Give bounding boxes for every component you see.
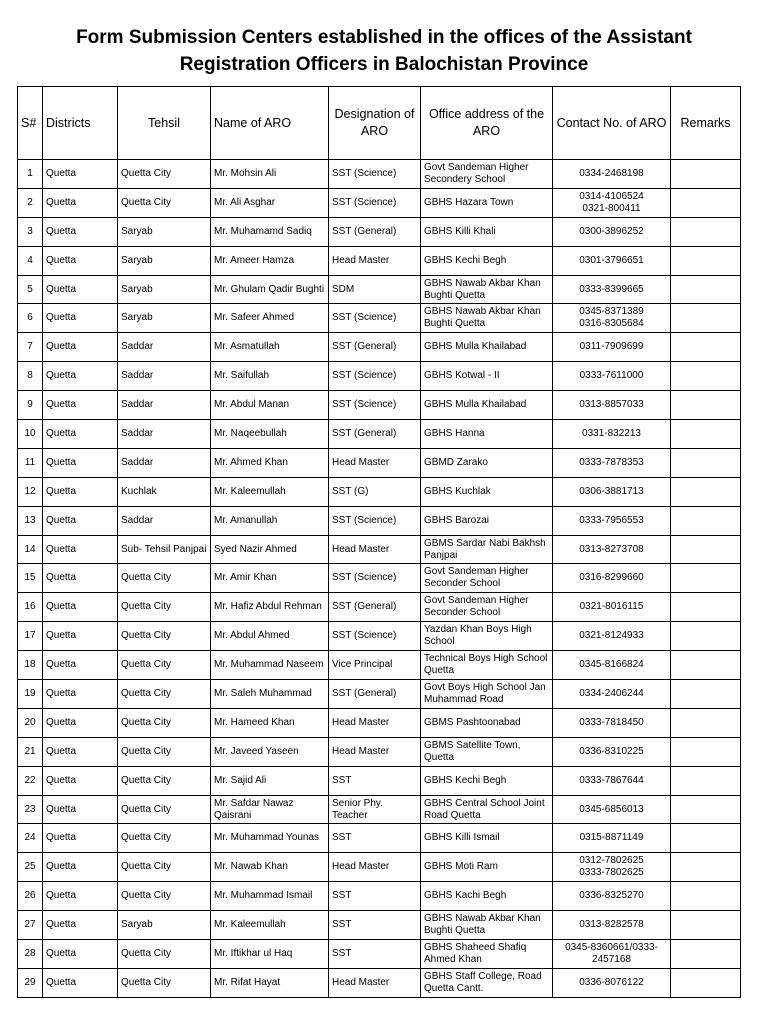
table-row — [18, 477, 741, 506]
table-row — [18, 708, 741, 737]
cell-designation: SDM — [329, 275, 421, 304]
cell-tehsil: Quetta City — [118, 708, 211, 737]
cell-tehsil: Quetta City — [118, 853, 211, 882]
cell-remarks — [671, 477, 741, 506]
table-row — [18, 160, 741, 189]
table-row — [18, 824, 741, 853]
cell-office-address: GBHS Kuchlak — [421, 477, 553, 506]
cell-district: Quetta — [43, 391, 118, 420]
cell-aro-name: Mr. Naqeebullah — [211, 420, 329, 449]
cell-district: Quetta — [43, 333, 118, 362]
cell-remarks — [671, 333, 741, 362]
cell-designation: SST — [329, 824, 421, 853]
cell-office-address: GBHS Nawab Akbar Khan Bughti Quetta — [421, 275, 553, 304]
cell-remarks — [671, 622, 741, 651]
cell-remarks — [671, 680, 741, 709]
cell-aro-name: Mr. Nawab Khan — [211, 853, 329, 882]
cell-district: Quetta — [43, 160, 118, 189]
cell-remarks — [671, 304, 741, 333]
cell-designation: SST (General) — [329, 217, 421, 246]
cell-designation: SST — [329, 766, 421, 795]
cell-aro-name: Mr. Abdul Ahmed — [211, 622, 329, 651]
header-districts: Districts — [43, 87, 118, 160]
cell-remarks — [671, 391, 741, 420]
cell-designation: SST (General) — [329, 593, 421, 622]
cell-contact: 0313-8273708 — [553, 535, 671, 564]
cell-aro-name: Mr. Ghulam Qadir Bughti — [211, 275, 329, 304]
cell-sn: 5 — [18, 275, 43, 304]
cell-contact: 0321-8124933 — [553, 622, 671, 651]
cell-office-address: GBHS Shaheed Shafiq Ahmed Khan — [421, 940, 553, 969]
cell-designation: Head Master — [329, 968, 421, 997]
cell-district: Quetta — [43, 968, 118, 997]
cell-aro-name: Mr. Mohsin Ali — [211, 160, 329, 189]
cell-district: Quetta — [43, 448, 118, 477]
cell-designation: SST — [329, 911, 421, 940]
cell-sn: 6 — [18, 304, 43, 333]
cell-aro-name: Mr. Asmatullah — [211, 333, 329, 362]
cell-remarks — [671, 564, 741, 593]
table-row — [18, 795, 741, 824]
cell-aro-name: Mr. Muhammad Naseem — [211, 651, 329, 680]
header-remarks: Remarks — [671, 87, 741, 160]
cell-remarks — [671, 911, 741, 940]
cell-district: Quetta — [43, 188, 118, 217]
table-row — [18, 853, 741, 882]
cell-tehsil: Quetta City — [118, 968, 211, 997]
cell-tehsil: Quetta City — [118, 824, 211, 853]
cell-sn: 17 — [18, 622, 43, 651]
cell-contact: 0315-8871149 — [553, 824, 671, 853]
cell-office-address: GBMS Sardar Nabi Bakhsh Panjpai — [421, 535, 553, 564]
cell-tehsil: Quetta City — [118, 680, 211, 709]
cell-designation: SST (Science) — [329, 362, 421, 391]
cell-contact: 0333-7867644 — [553, 766, 671, 795]
cell-district: Quetta — [43, 824, 118, 853]
cell-office-address: GBHS Mulla Khailabad — [421, 391, 553, 420]
cell-designation: SST (G) — [329, 477, 421, 506]
cell-designation: Head Master — [329, 535, 421, 564]
cell-aro-name: Mr. Muhammad Younas — [211, 824, 329, 853]
cell-office-address: GBMS Pashtoonabad — [421, 708, 553, 737]
cell-tehsil: Quetta City — [118, 882, 211, 911]
cell-designation: Head Master — [329, 853, 421, 882]
cell-sn: 16 — [18, 593, 43, 622]
table-row — [18, 217, 741, 246]
cell-tehsil: Quetta City — [118, 651, 211, 680]
cell-district: Quetta — [43, 708, 118, 737]
cell-designation: SST (Science) — [329, 304, 421, 333]
cell-sn: 14 — [18, 535, 43, 564]
cell-tehsil: Kuchlak — [118, 477, 211, 506]
cell-sn: 27 — [18, 911, 43, 940]
cell-district: Quetta — [43, 622, 118, 651]
cell-sn: 23 — [18, 795, 43, 824]
cell-remarks — [671, 737, 741, 766]
cell-aro-name: Mr. Saleh Muhammad — [211, 680, 329, 709]
cell-aro-name: Mr. Muhammad Ismail — [211, 882, 329, 911]
table-row — [18, 766, 741, 795]
cell-sn: 2 — [18, 188, 43, 217]
cell-sn: 18 — [18, 651, 43, 680]
cell-sn: 19 — [18, 680, 43, 709]
cell-designation: SST (General) — [329, 420, 421, 449]
cell-remarks — [671, 824, 741, 853]
cell-contact: 0331-832213 — [553, 420, 671, 449]
cell-office-address: Yazdan Khan Boys High School — [421, 622, 553, 651]
cell-office-address: GBHS Hanna — [421, 420, 553, 449]
cell-office-address: GBHS Staff College, Road Quetta Cantt. — [421, 968, 553, 997]
cell-designation: Head Master — [329, 448, 421, 477]
cell-district: Quetta — [43, 506, 118, 535]
cell-sn: 8 — [18, 362, 43, 391]
cell-office-address: GBMS Satellite Town, Quetta — [421, 737, 553, 766]
header-office-address: Office address of the ARO — [421, 87, 553, 160]
cell-tehsil: Saryab — [118, 217, 211, 246]
table-row — [18, 246, 741, 275]
cell-contact: 0301-3796651 — [553, 246, 671, 275]
cell-sn: 10 — [18, 420, 43, 449]
cell-sn: 26 — [18, 882, 43, 911]
cell-tehsil: Quetta City — [118, 564, 211, 593]
cell-aro-name: Mr. Amir Khan — [211, 564, 329, 593]
header-sn: S# — [18, 87, 43, 160]
cell-tehsil: Saddar — [118, 448, 211, 477]
header-contact: Contact No. of ARO — [553, 87, 671, 160]
cell-aro-name: Mr. Safdar Nawaz Qaisrani — [211, 795, 329, 824]
cell-remarks — [671, 160, 741, 189]
cell-remarks — [671, 940, 741, 969]
cell-tehsil: Quetta City — [118, 160, 211, 189]
cell-designation: SST (Science) — [329, 391, 421, 420]
aro-table — [17, 86, 741, 998]
cell-contact: 0312-7802625 0333-7802625 — [553, 853, 671, 882]
cell-contact: 0321-8016115 — [553, 593, 671, 622]
cell-aro-name: Mr. Ameer Hamza — [211, 246, 329, 275]
cell-tehsil: Saddar — [118, 420, 211, 449]
cell-contact: 0313-8282578 — [553, 911, 671, 940]
cell-remarks — [671, 362, 741, 391]
cell-office-address: GBHS Central School Joint Road Quetta — [421, 795, 553, 824]
cell-sn: 3 — [18, 217, 43, 246]
cell-designation: SST (General) — [329, 333, 421, 362]
cell-district: Quetta — [43, 304, 118, 333]
cell-office-address: GBHS Killi Ismail — [421, 824, 553, 853]
cell-tehsil: Quetta City — [118, 795, 211, 824]
cell-tehsil: Saryab — [118, 246, 211, 275]
cell-contact: 0333-8399665 — [553, 275, 671, 304]
cell-contact: 0345-8371389 0316-8305684 — [553, 304, 671, 333]
cell-district: Quetta — [43, 564, 118, 593]
cell-tehsil: Saddar — [118, 362, 211, 391]
header-row — [18, 87, 741, 160]
table-row — [18, 535, 741, 564]
cell-district: Quetta — [43, 651, 118, 680]
cell-contact: 0333-7818450 — [553, 708, 671, 737]
cell-contact: 0345-6856013 — [553, 795, 671, 824]
table-row — [18, 680, 741, 709]
header-tehsil: Tehsil — [118, 87, 211, 160]
cell-contact: 0333-7611000 — [553, 362, 671, 391]
table-row — [18, 448, 741, 477]
cell-aro-name: Mr. Ahmed Khan — [211, 448, 329, 477]
cell-tehsil: Quetta City — [118, 622, 211, 651]
cell-district: Quetta — [43, 535, 118, 564]
cell-designation: SST (General) — [329, 680, 421, 709]
cell-tehsil: Saryab — [118, 304, 211, 333]
cell-sn: 25 — [18, 853, 43, 882]
cell-district: Quetta — [43, 477, 118, 506]
table-row — [18, 737, 741, 766]
cell-aro-name: Mr. Hameed Khan — [211, 708, 329, 737]
cell-sn: 15 — [18, 564, 43, 593]
table-row — [18, 304, 741, 333]
cell-contact: 0334-2406244 — [553, 680, 671, 709]
cell-district: Quetta — [43, 680, 118, 709]
page-title — [0, 24, 768, 78]
title-line-1: Form Submission Centers established in the offices of the Assistant — [76, 27, 692, 48]
cell-designation: SST — [329, 882, 421, 911]
cell-sn: 11 — [18, 448, 43, 477]
table-row — [18, 506, 741, 535]
cell-remarks — [671, 535, 741, 564]
cell-office-address: GBHS Kechi Begh — [421, 766, 553, 795]
cell-sn: 1 — [18, 160, 43, 189]
cell-district: Quetta — [43, 911, 118, 940]
cell-district: Quetta — [43, 737, 118, 766]
cell-aro-name: Mr. Iftikhar ul Haq — [211, 940, 329, 969]
cell-tehsil: Quetta City — [118, 593, 211, 622]
cell-district: Quetta — [43, 275, 118, 304]
table-row — [18, 940, 741, 969]
cell-contact: 0300-3896252 — [553, 217, 671, 246]
cell-district: Quetta — [43, 882, 118, 911]
cell-tehsil: Saddar — [118, 333, 211, 362]
cell-office-address: GBHS Nawab Akbar Khan Bughti Quetta — [421, 911, 553, 940]
header-name-of-aro: Name of ARO — [211, 87, 329, 160]
cell-office-address: GBHS Killi Khali — [421, 217, 553, 246]
cell-district: Quetta — [43, 795, 118, 824]
cell-contact: 0314-4106524 0321-800411 — [553, 188, 671, 217]
cell-remarks — [671, 882, 741, 911]
cell-office-address: GBMD Zarako — [421, 448, 553, 477]
cell-tehsil: Sub- Tehsil Panjpai — [118, 535, 211, 564]
cell-office-address: Govt Boys High School Jan Muhammad Road — [421, 680, 553, 709]
cell-aro-name: Mr. Muhamamd Sadiq — [211, 217, 329, 246]
cell-sn: 7 — [18, 333, 43, 362]
cell-district: Quetta — [43, 246, 118, 275]
cell-designation: SST (Science) — [329, 188, 421, 217]
cell-designation: Head Master — [329, 737, 421, 766]
cell-aro-name: Mr. Hafiz Abdul Rehman — [211, 593, 329, 622]
cell-tehsil: Saddar — [118, 391, 211, 420]
cell-aro-name: Mr. Sajid Ali — [211, 766, 329, 795]
cell-sn: 29 — [18, 968, 43, 997]
cell-district: Quetta — [43, 217, 118, 246]
cell-contact: 0333-7878353 — [553, 448, 671, 477]
cell-remarks — [671, 593, 741, 622]
cell-designation: Vice Principal — [329, 651, 421, 680]
cell-designation: SST (Science) — [329, 160, 421, 189]
cell-sn: 4 — [18, 246, 43, 275]
cell-contact: 0306-3881713 — [553, 477, 671, 506]
table-row — [18, 593, 741, 622]
cell-remarks — [671, 853, 741, 882]
table-row — [18, 420, 741, 449]
cell-district: Quetta — [43, 766, 118, 795]
cell-aro-name: Mr. Saifullah — [211, 362, 329, 391]
table-row — [18, 362, 741, 391]
cell-aro-name: Mr. Amanullah — [211, 506, 329, 535]
cell-remarks — [671, 795, 741, 824]
cell-sn: 22 — [18, 766, 43, 795]
cell-district: Quetta — [43, 853, 118, 882]
table-row — [18, 564, 741, 593]
cell-designation: Senior Phy. Teacher — [329, 795, 421, 824]
cell-contact: 0336-8076122 — [553, 968, 671, 997]
cell-aro-name: Mr. Kaleemullah — [211, 911, 329, 940]
table-row — [18, 911, 741, 940]
cell-remarks — [671, 506, 741, 535]
cell-designation: SST (Science) — [329, 506, 421, 535]
cell-sn: 9 — [18, 391, 43, 420]
cell-office-address: Govt Sandeman Higher Secondery School — [421, 160, 553, 189]
cell-remarks — [671, 275, 741, 304]
cell-contact: 0334-2468198 — [553, 160, 671, 189]
title-line-2: Registration Officers in Balochistan Province — [179, 54, 589, 75]
cell-office-address: GBHS Kotwal - II — [421, 362, 553, 391]
cell-designation: SST — [329, 940, 421, 969]
cell-tehsil: Quetta City — [118, 188, 211, 217]
cell-designation: Head Master — [329, 708, 421, 737]
table-row — [18, 968, 741, 997]
cell-office-address: Govt Sandeman Higher Seconder School — [421, 593, 553, 622]
cell-remarks — [671, 968, 741, 997]
cell-contact: 0311-7909699 — [553, 333, 671, 362]
cell-remarks — [671, 217, 741, 246]
cell-designation: SST (Science) — [329, 564, 421, 593]
table-row — [18, 882, 741, 911]
cell-aro-name: Syed Nazir Ahmed — [211, 535, 329, 564]
cell-office-address: GBHS Hazara Town — [421, 188, 553, 217]
cell-contact: 0336-8310225 — [553, 737, 671, 766]
cell-aro-name: Mr. Ali Asghar — [211, 188, 329, 217]
cell-aro-name: Mr. Javeed Yaseen — [211, 737, 329, 766]
cell-contact: 0333-7956553 — [553, 506, 671, 535]
cell-office-address: GBHS Mulla Khailabad — [421, 333, 553, 362]
cell-contact: 0345-8360661/0333-2457168 — [553, 940, 671, 969]
cell-aro-name: Mr. Safeer Ahmed — [211, 304, 329, 333]
table-row — [18, 333, 741, 362]
table-row — [18, 188, 741, 217]
table-row — [18, 622, 741, 651]
cell-office-address: GBHS Kechi Begh — [421, 246, 553, 275]
cell-remarks — [671, 420, 741, 449]
table-row — [18, 391, 741, 420]
cell-office-address: GBHS Nawab Akbar Khan Bughti Quetta — [421, 304, 553, 333]
cell-tehsil: Saddar — [118, 506, 211, 535]
header-designation: Designation of ARO — [329, 87, 421, 160]
table-row — [18, 275, 741, 304]
cell-designation: SST (Science) — [329, 622, 421, 651]
cell-office-address: GBHS Barozai — [421, 506, 553, 535]
cell-tehsil: Quetta City — [118, 940, 211, 969]
cell-sn: 20 — [18, 708, 43, 737]
cell-tehsil: Saryab — [118, 911, 211, 940]
cell-contact: 0316-8299660 — [553, 564, 671, 593]
table-row — [18, 651, 741, 680]
cell-sn: 28 — [18, 940, 43, 969]
cell-remarks — [671, 708, 741, 737]
cell-aro-name: Mr. Rifat Hayat — [211, 968, 329, 997]
cell-tehsil: Quetta City — [118, 737, 211, 766]
cell-contact: 0313-8857033 — [553, 391, 671, 420]
cell-sn: 21 — [18, 737, 43, 766]
cell-district: Quetta — [43, 420, 118, 449]
cell-remarks — [671, 448, 741, 477]
cell-contact: 0336-8325270 — [553, 882, 671, 911]
cell-aro-name: Mr. Kaleemullah — [211, 477, 329, 506]
aro-table-body — [18, 160, 741, 998]
cell-district: Quetta — [43, 593, 118, 622]
cell-designation: Head Master — [329, 246, 421, 275]
cell-office-address: GBHS Kachi Begh — [421, 882, 553, 911]
cell-district: Quetta — [43, 940, 118, 969]
cell-office-address: Govt Sandeman Higher Seconder School — [421, 564, 553, 593]
cell-remarks — [671, 246, 741, 275]
cell-remarks — [671, 766, 741, 795]
cell-contact: 0345-8166824 — [553, 651, 671, 680]
cell-tehsil: Saryab — [118, 275, 211, 304]
cell-tehsil: Quetta City — [118, 766, 211, 795]
cell-office-address: Technical Boys High School Quetta — [421, 651, 553, 680]
cell-aro-name: Mr. Abdul Manan — [211, 391, 329, 420]
cell-remarks — [671, 651, 741, 680]
cell-district: Quetta — [43, 362, 118, 391]
cell-office-address: GBHS Moti Ram — [421, 853, 553, 882]
cell-remarks — [671, 188, 741, 217]
cell-sn: 24 — [18, 824, 43, 853]
cell-sn: 12 — [18, 477, 43, 506]
cell-sn: 13 — [18, 506, 43, 535]
